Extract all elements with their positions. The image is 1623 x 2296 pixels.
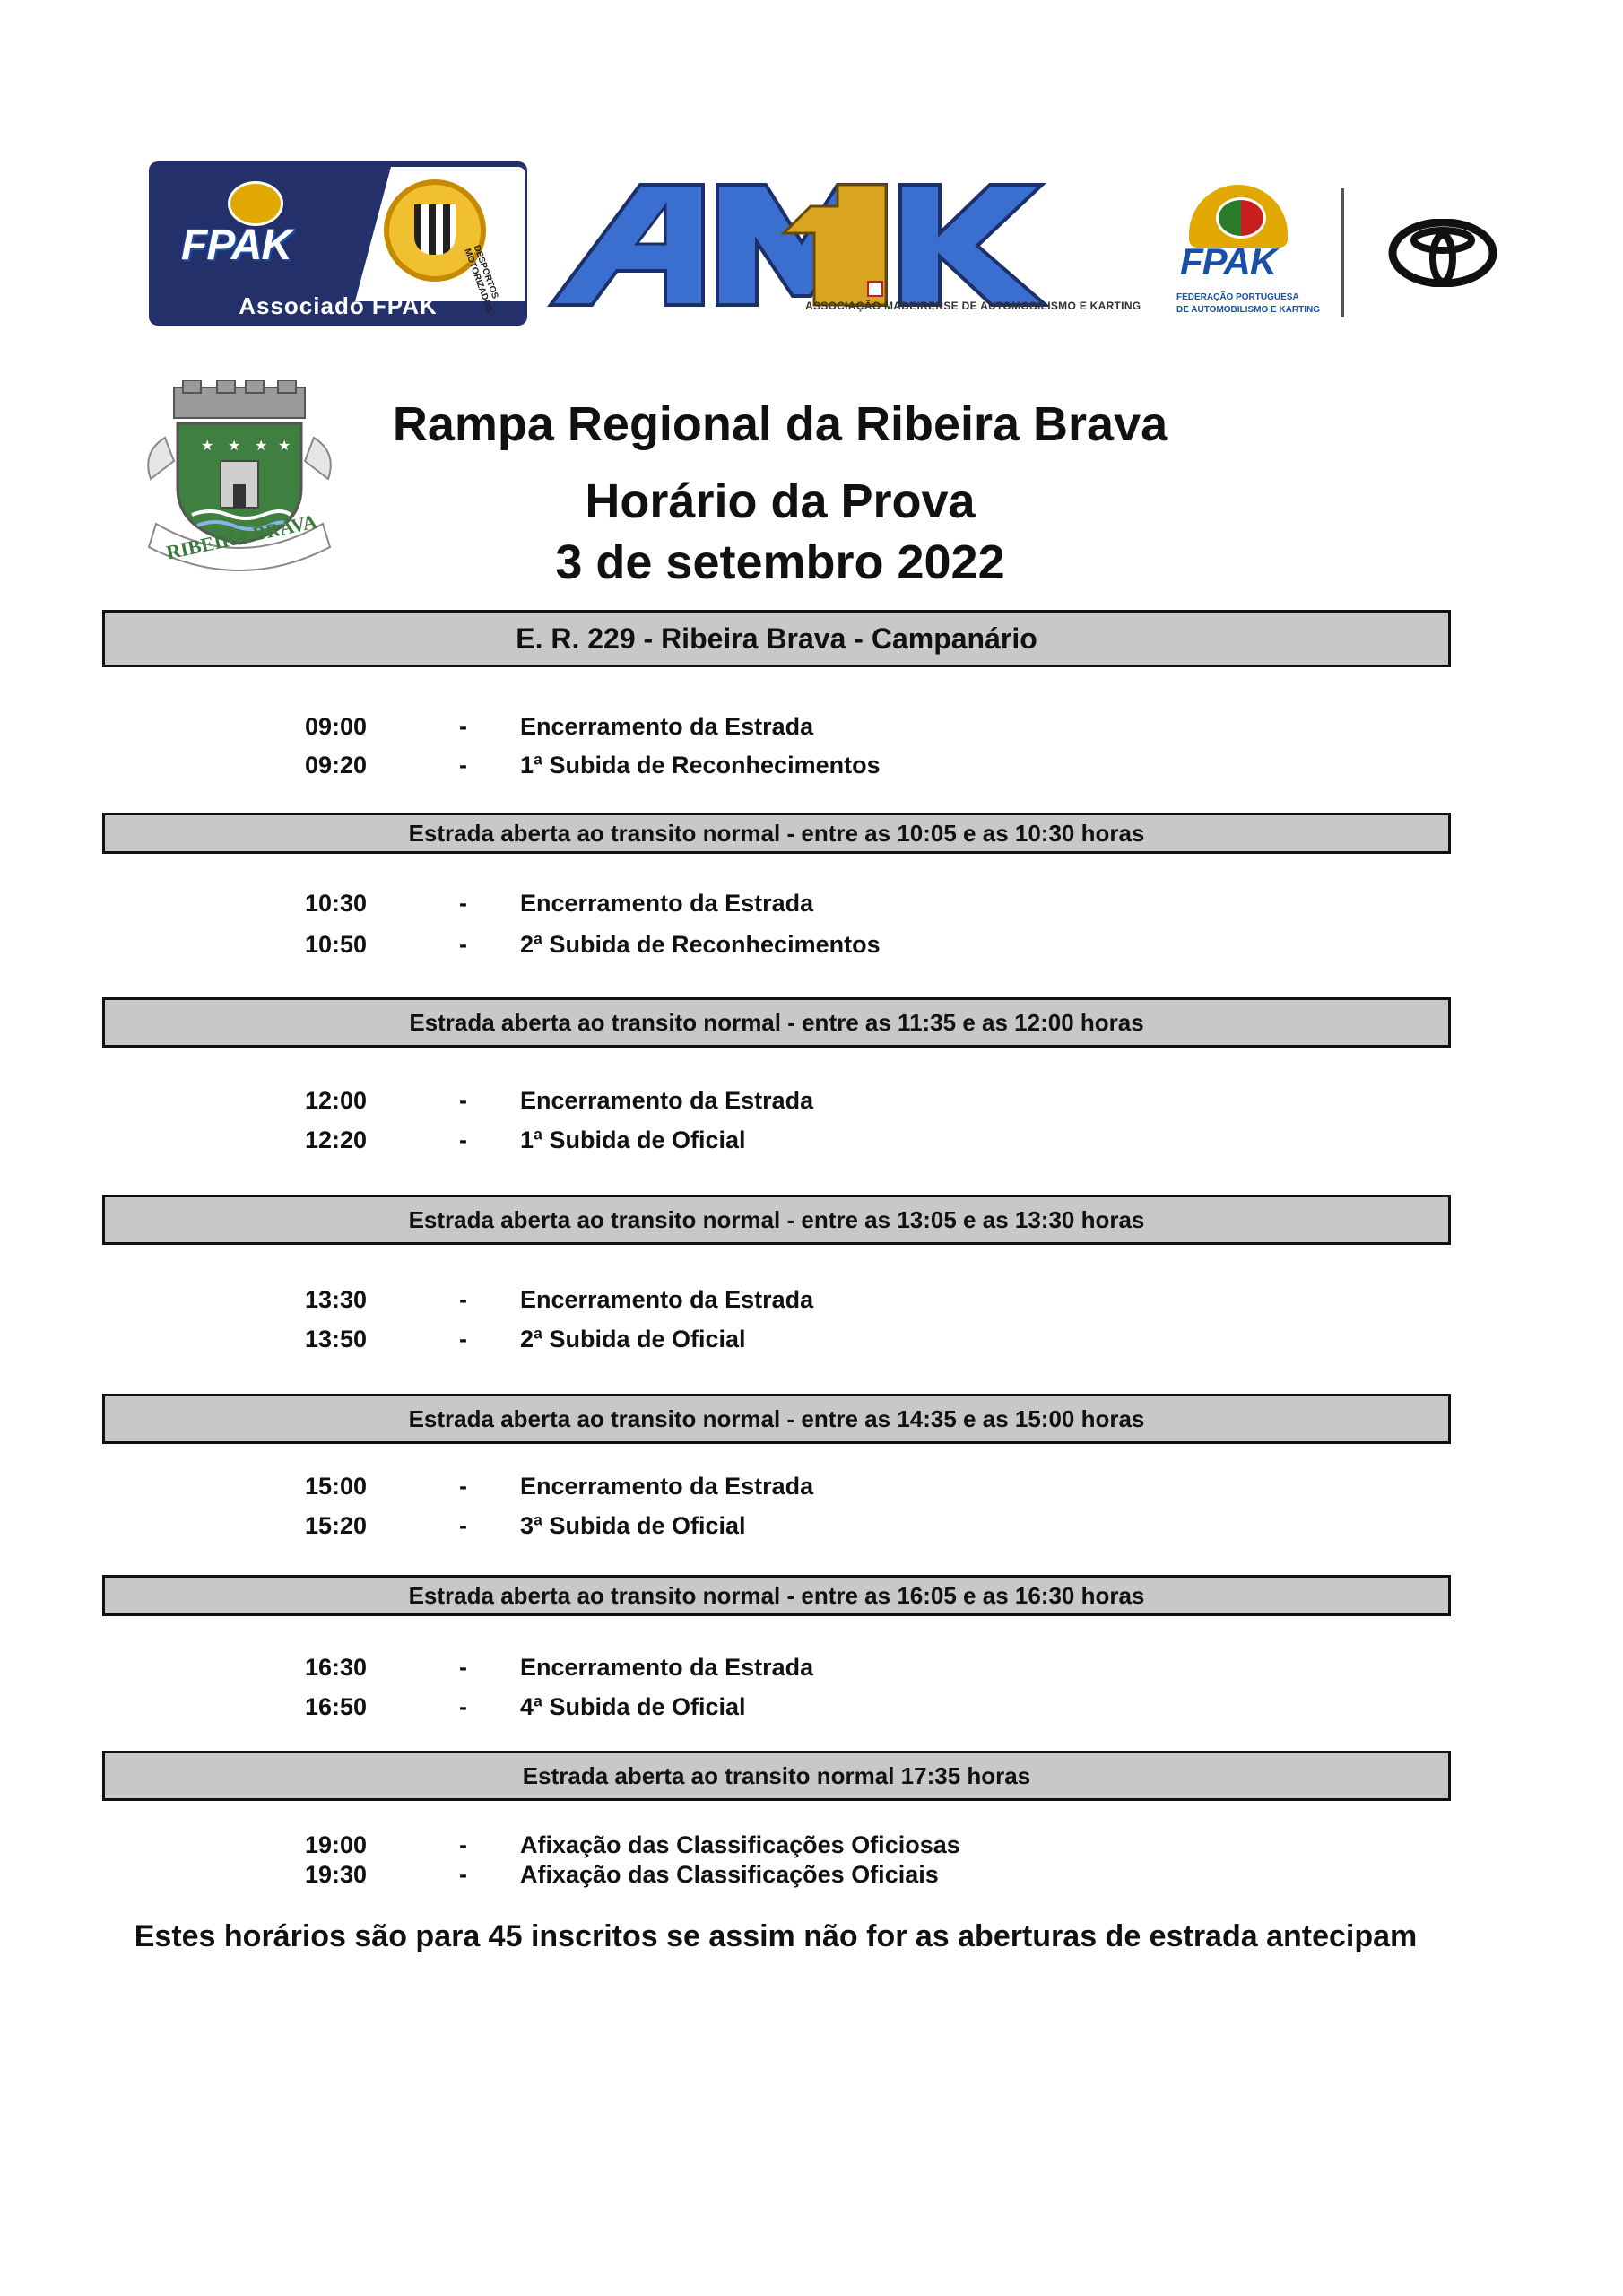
row-separator: - (459, 1654, 467, 1681)
row-separator: - (459, 713, 467, 740)
row-description: 4ª Subida de Oficial (520, 1693, 746, 1720)
row-separator: - (459, 890, 467, 917)
row-description: 3ª Subida de Oficial (520, 1512, 746, 1539)
svg-text:★: ★ (201, 437, 214, 454)
event-date: 3 de setembro 2022 (555, 535, 1005, 589)
row-time: 12:20 (305, 1126, 368, 1153)
row-separator: - (459, 1473, 467, 1500)
fpak-associado-brand: FPAK (181, 222, 292, 269)
row-description: 2ª Subida de Reconhecimentos (520, 931, 881, 958)
row-description: Encerramento da Estrada (520, 1286, 814, 1313)
road-open-bar (102, 1195, 1451, 1245)
row-time: 13:50 (305, 1326, 368, 1352)
row-time: 10:30 (305, 890, 368, 917)
row-description: Encerramento da Estrada (520, 890, 814, 917)
row-separator: - (459, 1087, 467, 1114)
fpak-flag-emblem-icon (1189, 185, 1288, 248)
footer-note: Estes horários são para 45 inscritos se assim não for as aberturas de estrada antecipam (134, 1919, 1418, 1953)
row-separator: - (459, 1693, 467, 1720)
row-separator: - (459, 1126, 467, 1153)
road-open-text: Estrada aberta ao transito normal - entre as 10:05 e as 10:30 horas (408, 819, 1145, 847)
row-time: 15:20 (305, 1512, 368, 1539)
row-time: 15:00 (305, 1473, 368, 1500)
row-separator: - (459, 1326, 467, 1352)
fpak-logo (1171, 185, 1320, 319)
row-description: 2ª Subida de Oficial (520, 1326, 746, 1352)
road-open-text: Estrada aberta ao transito normal 17:35 horas (522, 1761, 1031, 1789)
fpak-subtitle-line1: FEDERAÇÃO PORTUGUESA (1176, 292, 1299, 302)
row-description: Afixação das Classificações Oficiosas (520, 1831, 960, 1858)
row-time: 09:20 (305, 752, 368, 778)
row-description: Encerramento da Estrada (520, 1087, 814, 1114)
row-time: 09:00 (305, 713, 368, 740)
row-time: 13:30 (305, 1286, 368, 1313)
road-open-bar (102, 1751, 1451, 1801)
svg-text:★: ★ (278, 437, 291, 454)
road-open-bar (102, 997, 1451, 1048)
row-time: 19:30 (305, 1861, 368, 1888)
road-open-bar (102, 1575, 1451, 1616)
row-time: 16:30 (305, 1654, 368, 1681)
road-open-bar (102, 1394, 1451, 1444)
fpak-emblem-icon (228, 181, 283, 226)
fpak-brand: FPAK (1180, 240, 1277, 283)
row-separator: - (459, 931, 467, 958)
row-description: 1ª Subida de Reconhecimentos (520, 752, 881, 778)
page-subtitle: Horário da Prova (585, 474, 976, 528)
row-separator: - (459, 1286, 467, 1313)
road-open-text: Estrada aberta ao transito normal - entre as 13:05 e as 13:30 horas (408, 1205, 1145, 1233)
fpak-associado-logo (149, 161, 527, 326)
road-open-text: Estrada aberta ao transito normal - entre as 16:05 e as 16:30 horas (408, 1581, 1145, 1609)
row-description: 1ª Subida de Oficial (520, 1126, 746, 1153)
fpak-subtitle-line2: DE AUTOMOBILISMO E KARTING (1176, 305, 1320, 315)
row-description: Encerramento da Estrada (520, 1654, 814, 1681)
row-description: Encerramento da Estrada (520, 713, 814, 740)
row-separator: - (459, 752, 467, 778)
toyota-logo-icon (1388, 219, 1497, 287)
row-separator: - (459, 1861, 467, 1888)
page-title: Rampa Regional da Ribeira Brava (392, 397, 1168, 451)
row-time: 10:50 (305, 931, 368, 958)
amak-subtitle: ASSOCIAÇÃO MADEIRENSE DE AUTOMOBILISMO E KARTING (805, 300, 1141, 312)
logo-divider (1341, 188, 1344, 317)
route-bar (102, 610, 1451, 667)
road-open-text: Estrada aberta ao transito normal - entre as 14:35 e as 15:00 horas (408, 1405, 1145, 1432)
row-separator: - (459, 1512, 467, 1539)
row-separator: - (459, 1831, 467, 1858)
row-time: 16:50 (305, 1693, 368, 1720)
club-badge-label: DESPORTOS MOTORIZADOS (462, 244, 500, 314)
route-label: E. R. 229 - Ribeira Brava - Campanário (516, 622, 1037, 655)
road-open-text: Estrada aberta ao transito normal - entre as 11:35 e as 12:00 horas (409, 1008, 1144, 1036)
row-time: 19:00 (305, 1831, 368, 1858)
crest-label: RIBEIRA BRAVA (164, 509, 319, 564)
row-description: Afixação das Classificações Oficiais (520, 1861, 939, 1888)
row-description: Encerramento da Estrada (520, 1473, 814, 1500)
fpak-associado-label: Associado FPAK (239, 292, 438, 319)
row-time: 12:00 (305, 1087, 368, 1114)
svg-text:★: ★ (228, 437, 241, 454)
svg-text:★: ★ (255, 437, 268, 454)
road-open-bar (102, 813, 1451, 854)
